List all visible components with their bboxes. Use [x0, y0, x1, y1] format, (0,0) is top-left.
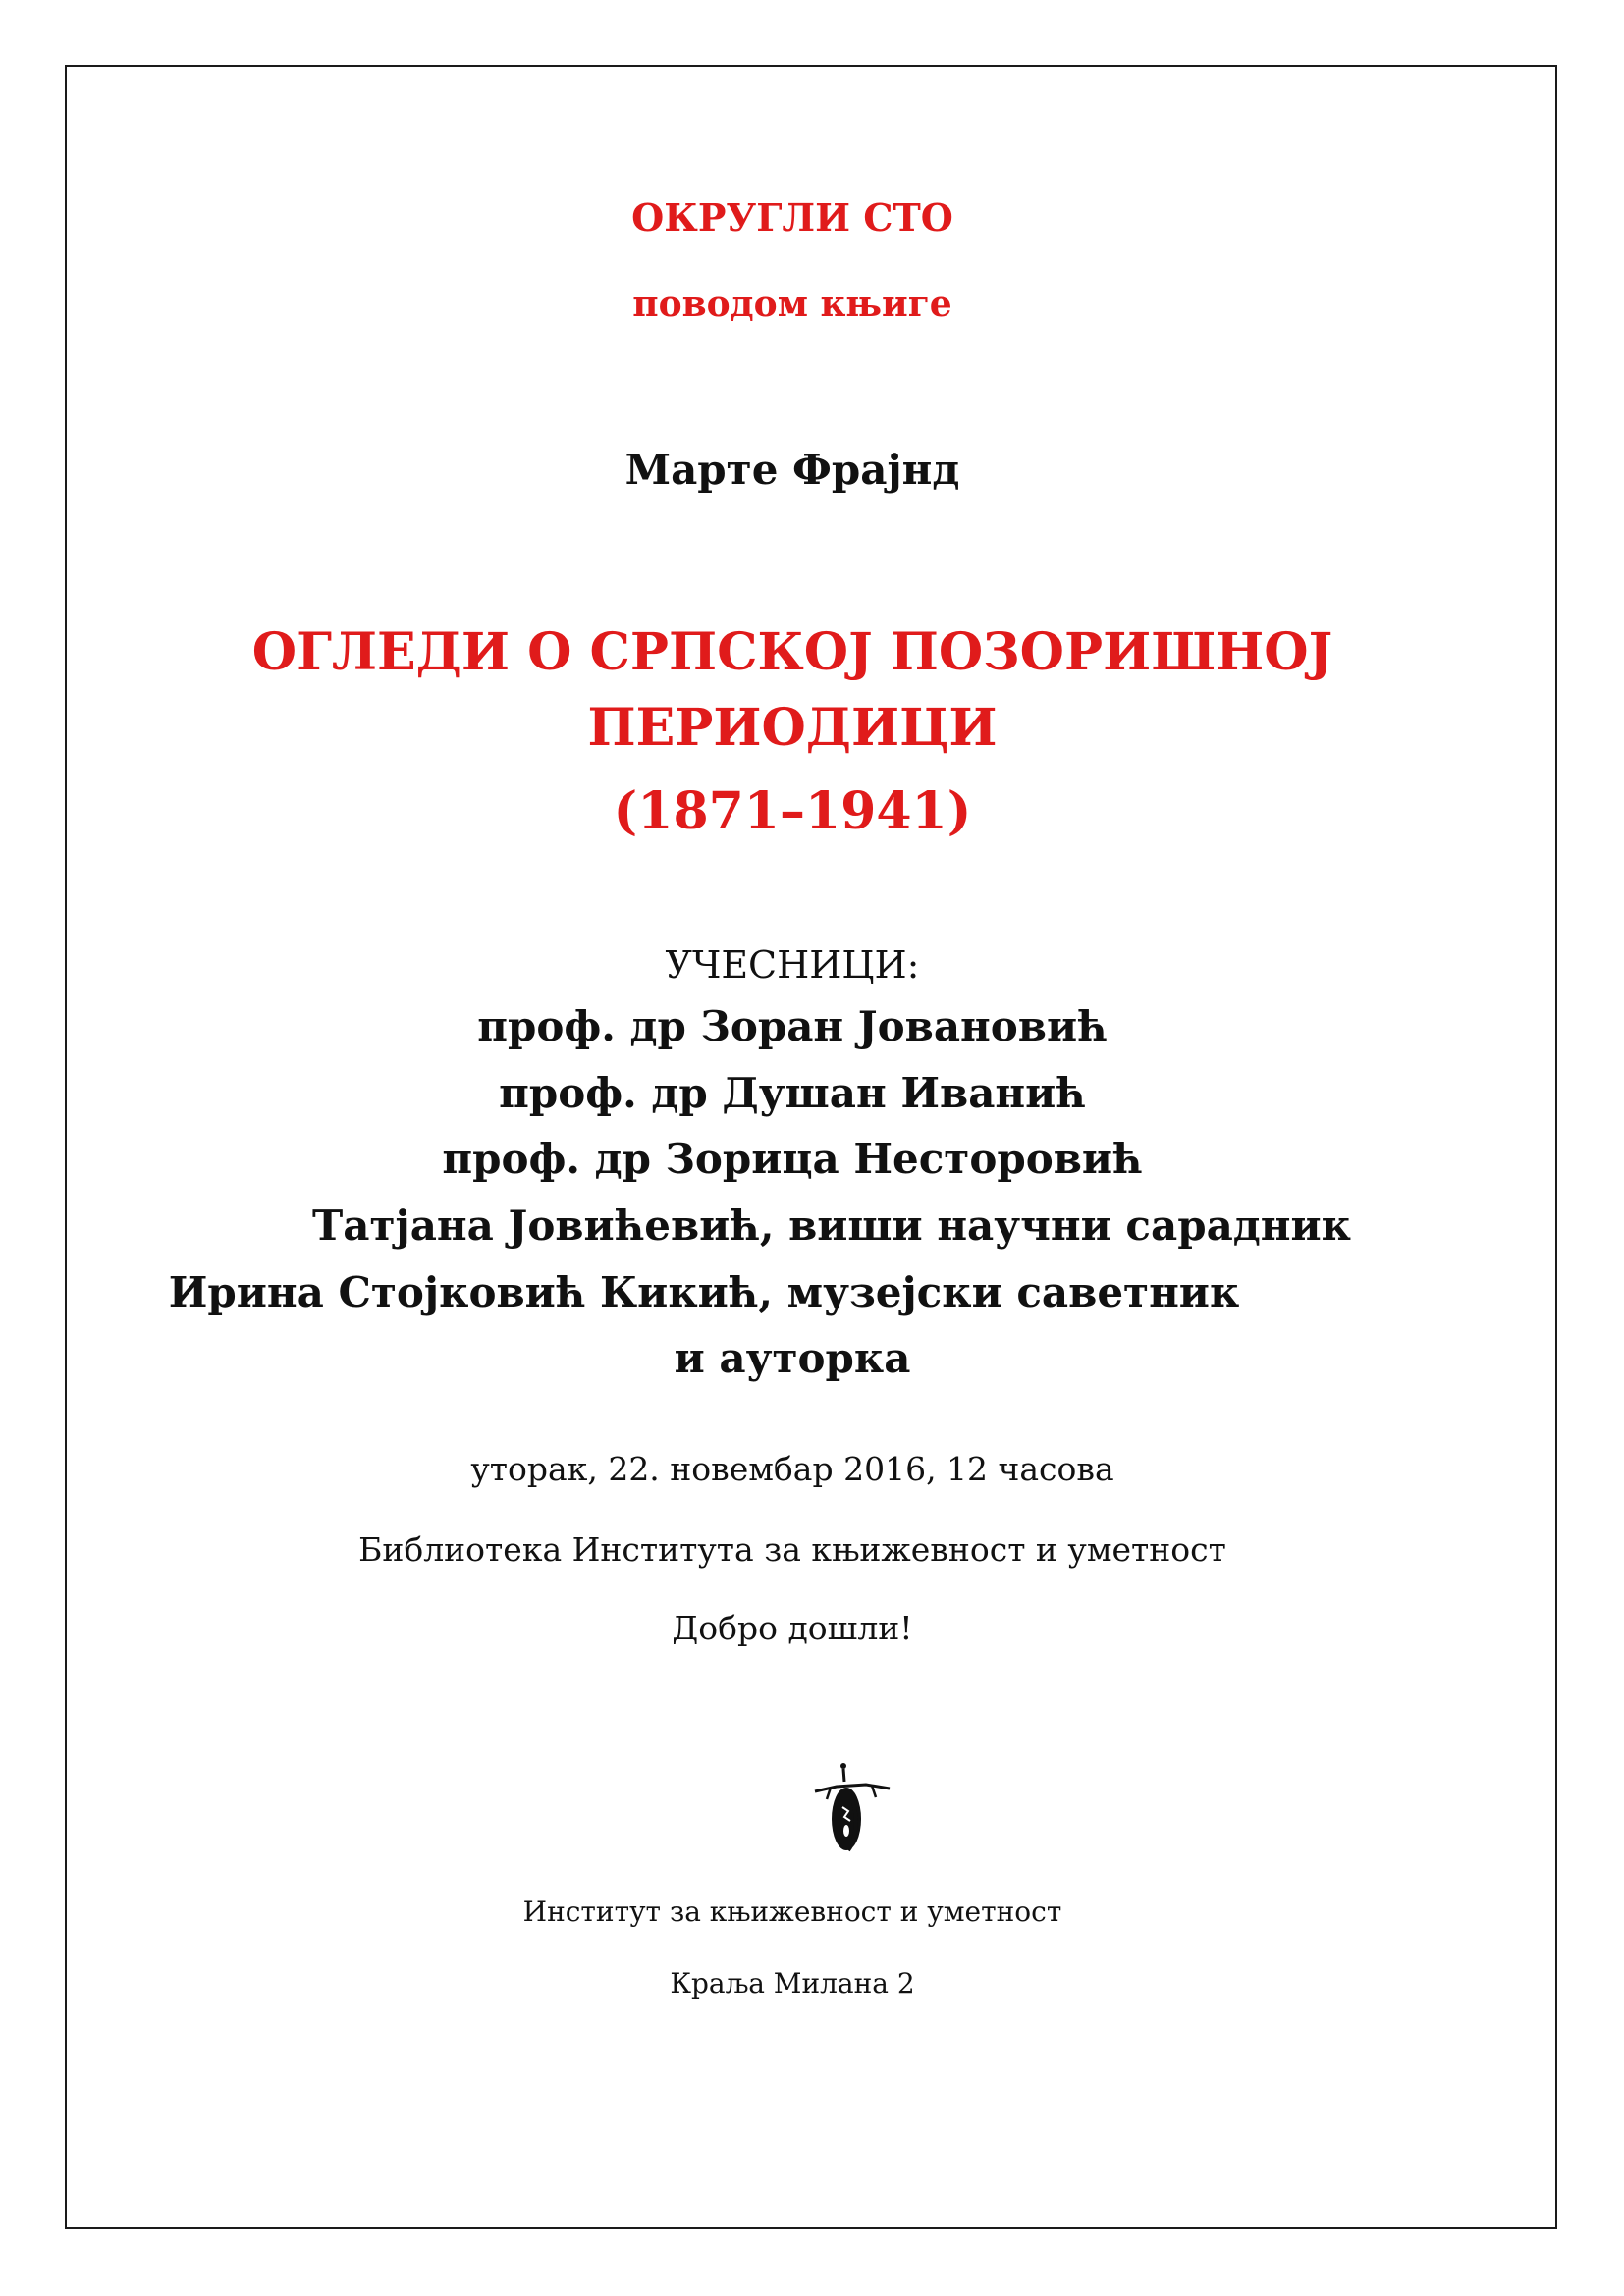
book-title-line-2: ПЕРИОДИЦИ [587, 698, 998, 758]
participant-item: Ирина Стојковић Кикић, музејски саветник [168, 1268, 1240, 1316]
participant-item: и ауторка [674, 1334, 911, 1382]
institution-address: Краља Милана 2 [670, 1967, 915, 2000]
book-title-line-1: ОГЛЕДИ О СРПСКОЈ ПОЗОРИШНОЈ [251, 622, 1333, 682]
event-heading: ОКРУГЛИ СТО [631, 195, 953, 240]
book-title-years: (1871–1941) [613, 781, 972, 841]
welcome-message: Добро дошли! [672, 1609, 913, 1647]
event-subheading: поводом књиге [632, 284, 952, 325]
participants-label: УЧЕСНИЦИ: [665, 943, 920, 987]
participant-item: Татјана Јовићевић, виши научни сарадник [312, 1201, 1351, 1250]
institute-logo-icon [811, 1760, 892, 1856]
participant-item: проф. др Душан Иванић [499, 1069, 1086, 1117]
participant-item: проф. др Зоран Јовановић [477, 1002, 1108, 1050]
event-date-time: уторак, 22. новембар 2016, 12 часова [470, 1450, 1114, 1488]
event-venue: Библиотека Института за књижевност и уметност [358, 1530, 1226, 1569]
participant-item: проф. др Зорица Несторовић [442, 1135, 1143, 1183]
book-author: Марте Фрајнд [624, 446, 960, 494]
institution-name: Институт за књижевност и уметност [522, 1896, 1062, 1928]
